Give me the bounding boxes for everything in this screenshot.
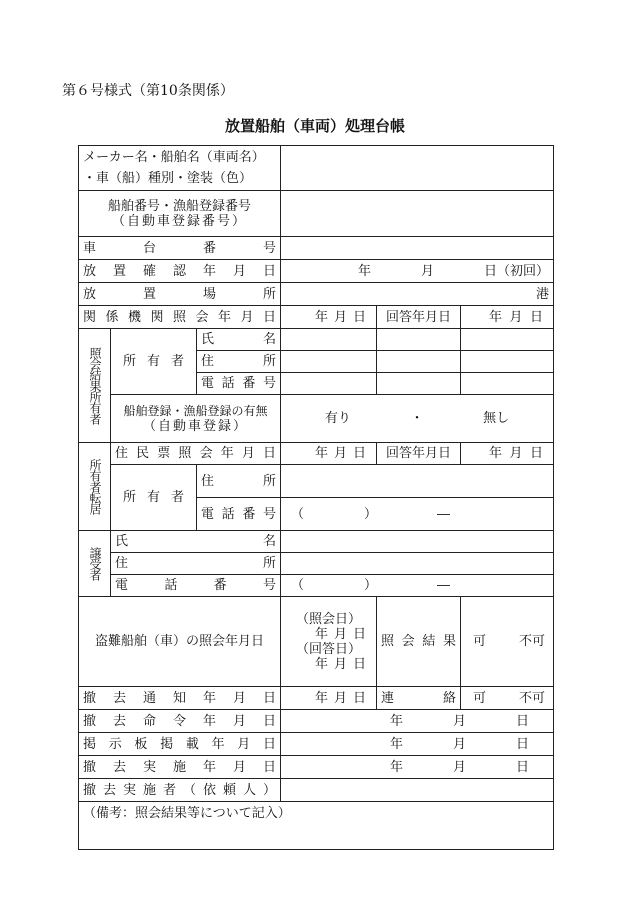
owner-name-value-2[interactable] bbox=[377, 329, 461, 351]
contact-label: 連絡 bbox=[377, 687, 461, 710]
row-confirm-date bbox=[79, 260, 554, 283]
relocated-address-value[interactable] bbox=[281, 465, 554, 498]
removal-order-label: 撤去命令年月日 bbox=[79, 710, 281, 733]
none-option[interactable]: 無し bbox=[483, 411, 510, 426]
removal-notice-value[interactable]: 年 月 日 bbox=[281, 687, 377, 710]
owner-name-value-3[interactable] bbox=[461, 329, 554, 351]
remarks-field[interactable]: （備考：照会結果等について記入） bbox=[79, 802, 554, 850]
executor-label: 撤去実施者（依頼人） bbox=[79, 779, 281, 802]
row-stolen-inquiry bbox=[79, 597, 554, 687]
transferee-address-value[interactable] bbox=[281, 553, 554, 575]
owner-address-value-3[interactable] bbox=[461, 351, 554, 373]
transferee-address-label: 住所 bbox=[111, 553, 281, 575]
owner-address-value-1[interactable] bbox=[281, 351, 377, 373]
exists-option[interactable]: 有り bbox=[324, 411, 351, 426]
inquiry-result-value[interactable]: 可 不可 bbox=[461, 597, 554, 687]
removal-execution-label: 撤去実施年月日 bbox=[79, 756, 281, 779]
owner-phone-value-1[interactable] bbox=[281, 373, 377, 395]
transferee-section-label: 譲受者 bbox=[79, 531, 111, 597]
confirm-date-label: 放置確認年月日 bbox=[79, 260, 281, 283]
transferee-phone-value[interactable]: （ ） ― bbox=[281, 575, 554, 597]
removal-execution-value[interactable]: 年 月 日 bbox=[281, 756, 554, 779]
confirm-date-value[interactable]: 年 月 日（初回） bbox=[281, 260, 554, 283]
chassis-value[interactable] bbox=[281, 237, 554, 260]
relocated-phone-value[interactable]: （ ） ― bbox=[281, 498, 554, 531]
inquiry-date-value[interactable]: 年 月 日 bbox=[281, 306, 377, 329]
stolen-inquiry-label: 盗難船舶（車）の照会年月日 bbox=[79, 597, 281, 687]
row-maker bbox=[79, 146, 554, 191]
owner-label: 所有者 bbox=[111, 329, 197, 395]
row-removal-notice bbox=[79, 687, 554, 710]
owner-address-label: 住所 bbox=[197, 351, 281, 373]
row-remarks bbox=[79, 802, 554, 850]
row-removal-execution bbox=[79, 756, 554, 779]
location-value[interactable]: 港 bbox=[281, 283, 554, 306]
relocation-section-label: 所有者転居 bbox=[79, 443, 111, 531]
relocated-owner-label: 所有者 bbox=[111, 465, 197, 531]
owner-phone-value-3[interactable] bbox=[461, 373, 554, 395]
row-registration-number bbox=[79, 191, 554, 237]
owner-address-value-2[interactable] bbox=[377, 351, 461, 373]
reply-date-label: 回答年月日 bbox=[377, 306, 461, 329]
stolen-inquiry-dates[interactable]: （照会日） 年 月 日 （回答日） 年 月 日 bbox=[281, 597, 377, 687]
inquiry-result-label: 照会結果 bbox=[377, 597, 461, 687]
transferee-phone-label: 電話番号 bbox=[111, 575, 281, 597]
row-inquiry-date bbox=[79, 306, 554, 329]
row-resident-date bbox=[79, 443, 554, 465]
location-label: 放置場所 bbox=[79, 283, 281, 306]
row-transferee-address bbox=[79, 553, 554, 575]
maker-label: メーカー名・船舶名（車両名） ・車（船）種別・塗装（色） bbox=[79, 146, 281, 191]
registration-number-label: 船舶番号・漁船登録番号 （自動車登録番号） bbox=[79, 191, 281, 237]
transferee-name-value[interactable] bbox=[281, 531, 554, 553]
relocated-phone-label: 電話番号 bbox=[197, 498, 281, 531]
row-chassis bbox=[79, 237, 554, 260]
resident-date-value[interactable]: 年 月 日 bbox=[281, 443, 377, 465]
relocated-address-label: 住所 bbox=[197, 465, 281, 498]
form-number: 第６号様式（第10条関係） bbox=[62, 83, 234, 99]
chassis-label: 車台番号 bbox=[79, 237, 281, 260]
row-location bbox=[79, 283, 554, 306]
bulletin-posting-label: 掲示板掲載年月日 bbox=[79, 733, 281, 756]
owner-name-value-1[interactable] bbox=[281, 329, 377, 351]
resident-reply-value[interactable]: 年 月 日 bbox=[461, 443, 554, 465]
owner-phone-label: 電話番号 bbox=[197, 373, 281, 395]
row-transferee-phone bbox=[79, 575, 554, 597]
maker-value[interactable] bbox=[281, 146, 554, 191]
document-title: 放置船舶（車両）処理台帳 bbox=[224, 117, 405, 135]
resident-date-label: 住民票照会年月日 bbox=[111, 443, 281, 465]
bulletin-posting-value[interactable]: 年 月 日 bbox=[281, 733, 554, 756]
executor-value[interactable] bbox=[281, 779, 554, 802]
resident-reply-label: 回答年月日 bbox=[377, 443, 461, 465]
reply-date-value[interactable]: 年 月 日 bbox=[461, 306, 554, 329]
row-registration-status bbox=[79, 395, 554, 443]
registration-status-label: 船舶登録・漁船登録の有無 （自動車登録） bbox=[111, 395, 281, 443]
row-bulletin-posting bbox=[79, 733, 554, 756]
owner-name-label: 氏名 bbox=[197, 329, 281, 351]
row-removal-order bbox=[79, 710, 554, 733]
contact-value[interactable]: 可 不可 bbox=[461, 687, 554, 710]
owner-phone-value-2[interactable] bbox=[377, 373, 461, 395]
row-executor bbox=[79, 779, 554, 802]
ledger-table bbox=[78, 145, 554, 850]
transferee-name-label: 氏名 bbox=[111, 531, 281, 553]
registration-number-value[interactable] bbox=[281, 191, 554, 237]
inquiry-date-label: 関係機関照会年月日 bbox=[79, 306, 281, 329]
row-owner-name bbox=[79, 329, 554, 351]
removal-notice-label: 撤去通知年月日 bbox=[79, 687, 281, 710]
row-transferee-name bbox=[79, 531, 554, 553]
row-relocated-address bbox=[79, 465, 554, 498]
owner-section-label: 照会結果所有者 bbox=[79, 329, 111, 443]
removal-order-value[interactable]: 年 月 日 bbox=[281, 710, 554, 733]
registration-status-value[interactable]: 有り ・ 無し bbox=[281, 395, 554, 443]
